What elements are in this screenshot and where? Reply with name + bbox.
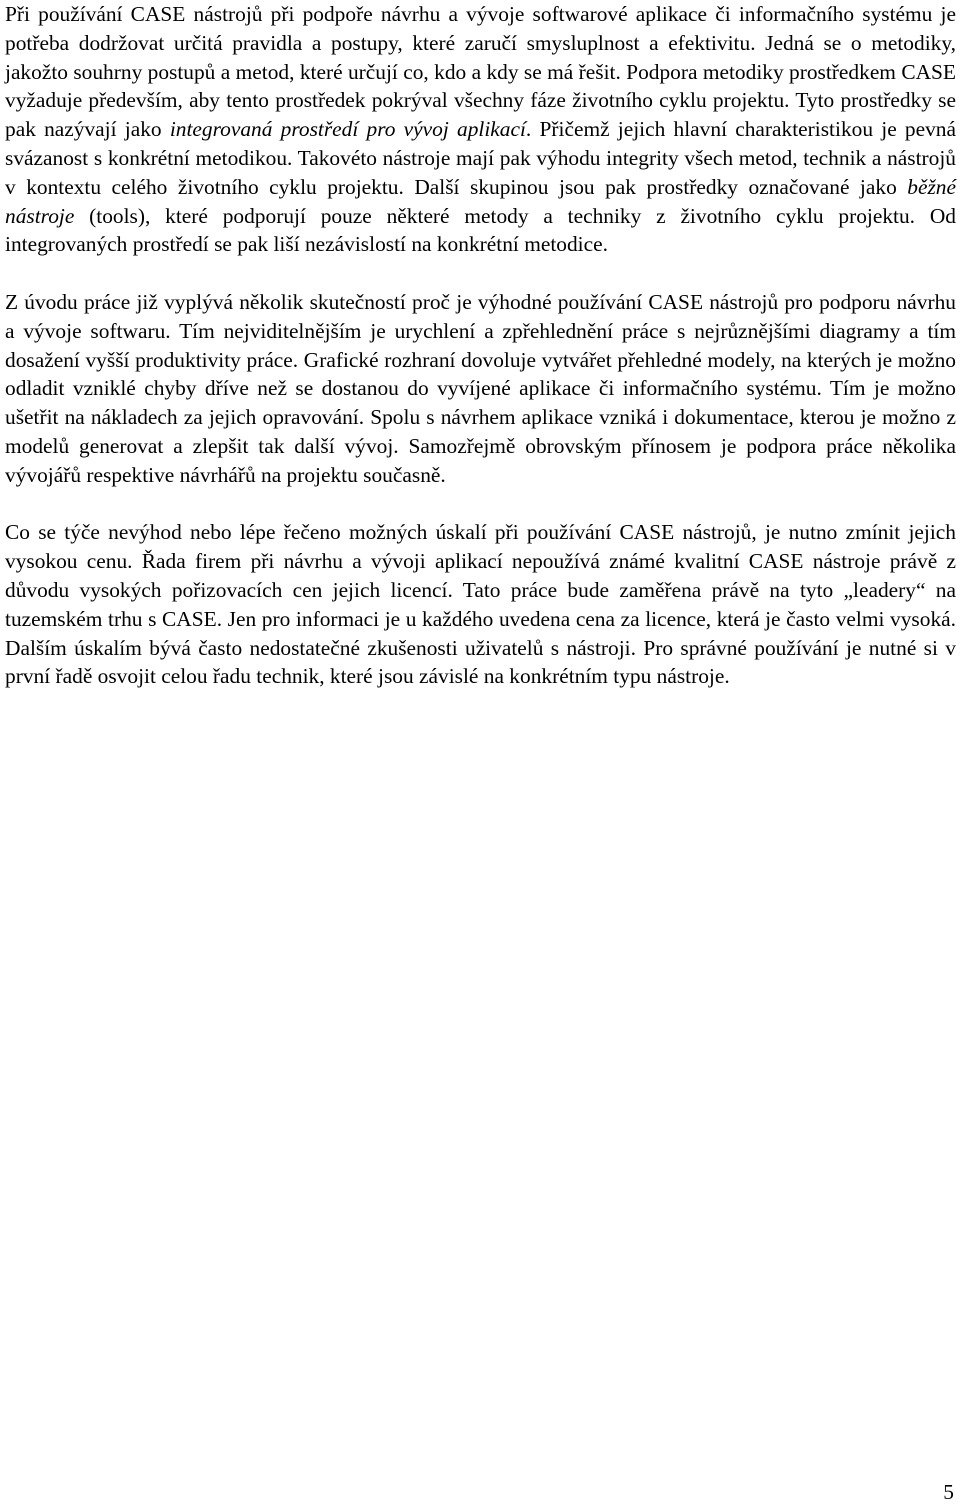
page-number: 5	[943, 1480, 954, 1504]
paragraph-text: Při používání CASE nástrojů při podpoře návrhu a vývoje softwarové aplikace či informačního systému je potřeba dodržovat určitá pravidla a postupy, které zaručí smysluplnost a efektivitu. Jedná se o metodiky, jakožto souhrny postupů a metod, které určují co, kdo a kdy se má řešit. Podpora metodiky prostředkem CASE vyžaduje především, aby tento prostředek pokrýval všechny fáze životního cyklu projektu. Tyto prostředky se pak nazývají jako	[5, 2, 956, 142]
paragraph-disadvantages	[5, 518, 956, 691]
paragraph-text: . Přičemž jejich hlavní charakteristikou je pevná svázanost s konkrétní metodikou. Takovéto nástroje mají pak výhodu integrity všech metod, technik a nástrojů v kontextu celého životního cyklu projektu. Další skupinou jsou pak prostředky označované jako	[5, 117, 956, 199]
document-page	[5, 0, 956, 691]
paragraph-text: Co se týče nevýhod nebo lépe řečeno možných úskalí při používání CASE nástrojů, je nutno zmínit jejich vysokou cenu. Řada firem při návrhu a vývoji aplikací nepoužívá známé kvalitní CASE nástroje právě z důvodu vysokých pořizovacích cen jejich licencí. Tato práce bude zaměřena právě na tyto „leadery“ na tuzemském trhu s CASE. Jen pro informaci je u každého uvedena cena za licence, která je často velmi vysoká. Dalším úskalím bývá často nedostatečné zkušenosti uživatelů s nástroji. Pro správné používání je nutné si v první řadě osvojit celou řadu technik, které jsou závislé na konkrétním typu nástroje.	[5, 520, 956, 689]
paragraph-advantages	[5, 288, 956, 490]
term-integrated-environments: integrovaná prostředí pro vývoj aplikací	[169, 117, 526, 142]
term-common-tools: běžné nástroje	[5, 174, 956, 228]
paragraph-text: Z úvodu práce již vyplývá několik skutečností proč je výhodné používání CASE nástrojů pro podporu návrhu a vývoje softwaru. Tím nejviditelnějším je urychlení a zpřehlednění práce s nejrůznějšími diagramy a tím dosažení vyšší produktivity práce. Grafické rozhraní dovoluje vytvářet přehledné modely, na kterých je možno odladit vzniklé chyby dříve než se dostanou do vyvíjené aplikace či informačního systému. Tím je možno ušetřit na nákladech za jejich opravování. Spolu s návrhem aplikace vzniká i dokumentace, kterou je možno z modelů generovat a zlepšit tak další vývoj. Samozřejmě obrovským přínosem je podpora práce několika vývojářů respektive návrhářů na projektu současně.	[5, 289, 956, 487]
paragraph-case-methodology	[5, 0, 956, 259]
paragraph-text: (tools), které podporují pouze některé metody a techniky z životního cyklu projektu. Od integrovaných prostředí se pak liší nezávislostí na konkrétní metodice.	[5, 203, 956, 257]
